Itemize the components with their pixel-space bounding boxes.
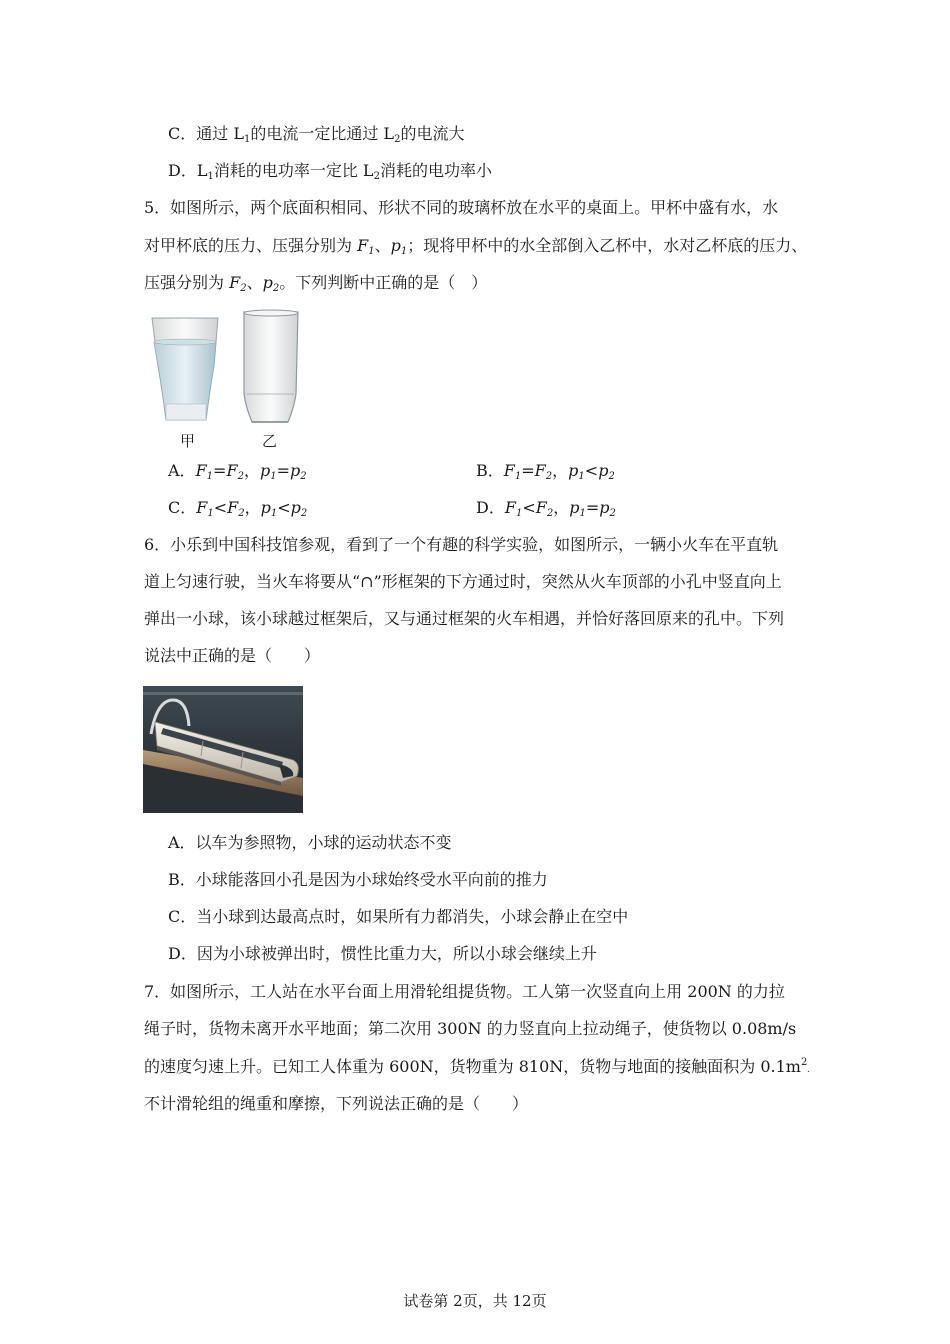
subscript: 2 [609, 508, 616, 519]
q4-option-d-mid: 消耗的电功率一定比 L [213, 161, 374, 180]
q6-option-a: A．以车为参照物，小球的运动状态不变 [168, 833, 452, 852]
var-p: p [568, 461, 579, 480]
q5-line2-b: ；现将甲杯中的水全部倒入乙杯中，水对乙杯底的压力、 [407, 236, 808, 255]
subscript: 1 [207, 171, 214, 182]
q6-stem-line1: 6．小乐到中国科技馆参观，看到了一个有趣的科学实验，如图所示，一辆小火车在平直轨 [144, 535, 779, 554]
cup-yi [244, 310, 298, 422]
subscript: 2 [545, 471, 553, 482]
q7-stem-line2: 绳子时，货物未离开水平地面；第二次用 300N 的力竖直向上拉动绳子，使货物以 0.08m/s [144, 1019, 797, 1038]
option-label: A． [168, 461, 196, 480]
var-F: F [357, 236, 369, 255]
subscript: 2 [240, 283, 247, 294]
q4-option-d-end: 消耗的电功率小 [379, 161, 492, 180]
separator: 、 [374, 236, 391, 255]
var-F: F [226, 461, 238, 480]
q5-line3-b: 。下列判断中正确的是（ ） [279, 273, 488, 292]
q7-line3-end: . [807, 1065, 810, 1074]
relation: = [585, 498, 600, 517]
separator: 、 [246, 273, 263, 292]
var-F: F [503, 461, 515, 480]
relation: < [277, 498, 291, 517]
subscript: 1 [243, 134, 251, 145]
relation: < [584, 461, 599, 480]
q4-option-c-end: 的电流大 [400, 124, 465, 143]
q5-option-a: A．$F_1=F_2$，$p_1=p_2$ [168, 461, 307, 482]
var-F: F [196, 498, 208, 517]
q5-stem-line3 [144, 273, 487, 293]
subscript: 2 [394, 134, 401, 145]
option-label: B． [476, 461, 504, 480]
var-p: p [290, 498, 301, 517]
q5-option-b: B．$F_1=F_2$，$p_1<p_2$ [476, 461, 615, 482]
superscript: 2 [800, 1057, 808, 1068]
q4-option-c [168, 124, 464, 144]
q6-stem-line3: 弹出一小球，该小球越过框架后，又与通过框架的火车相遇，并恰好落回原来的孔中。下列 [144, 609, 785, 628]
var-p: p [260, 498, 271, 517]
relation: < [213, 498, 228, 517]
q4-option-c-text: C．通过 L [168, 124, 244, 143]
relation: = [213, 461, 227, 480]
subscript: 1 [515, 508, 523, 519]
subscript: 2 [300, 508, 308, 519]
q5-line3-a: 压强分别为 [144, 273, 230, 292]
subscript: 1 [368, 246, 375, 257]
q4-option-c-mid: 的电流一定比通过 L [250, 124, 395, 143]
subscript: 2 [546, 508, 554, 519]
var-p: p [259, 461, 271, 480]
var-p: p [289, 461, 301, 480]
subscript: 1 [514, 471, 522, 482]
q5-option-d: D．$F_1<F_2$，$p_1=p_2$ [476, 498, 616, 519]
q5-stem-line1: 5．如图所示，两个底面积相同、形状不同的玻璃杯放在水平的桌面上。甲杯中盛有水，水 [144, 198, 779, 217]
subscript: 2 [272, 283, 280, 294]
q7-stem-line3 [144, 1057, 810, 1080]
subscript: 2 [238, 508, 245, 519]
relation: = [276, 461, 290, 480]
subscript: 1 [270, 508, 278, 519]
relation: = [521, 461, 535, 480]
q5-stem-line2 [144, 236, 807, 256]
option-label: D． [476, 498, 505, 517]
var-p: p [599, 498, 610, 517]
q7-stem-line1: 7．如图所示，工人站在水平台面上用滑轮组提货物。工人第一次竖直向上用 200N 的力拉 [144, 982, 785, 1001]
q4-option-d [168, 161, 492, 181]
q5-line2-a: 对甲杯底的压力、压强分别为 [144, 236, 358, 255]
caption-yi: 乙 [262, 432, 278, 450]
subscript: 1 [579, 508, 586, 519]
subscript: 1 [206, 471, 214, 482]
q6-stem-line2: 道上匀速行驶，当火车将要从“∩”形框架的下方通过时，突然从火车顶部的小孔中竖直向上 [144, 572, 782, 591]
cup-jia [152, 318, 218, 420]
page-footer: 试卷第 2页，共 12页 [403, 1292, 547, 1310]
var-p: p [569, 498, 580, 517]
glass-cups-figure [148, 308, 308, 433]
var-F: F [535, 498, 547, 517]
subscript: 2 [373, 171, 380, 182]
q7-stem-line4: 不计滑轮组的绳重和摩擦，下列说法正确的是（ ） [144, 1094, 529, 1113]
caption-jia: 甲 [180, 432, 196, 450]
var-F: F [195, 461, 207, 480]
var-F: F [227, 498, 239, 517]
q6-option-b: B．小球能落回小孔是因为小球始终受水平向前的推力 [168, 870, 548, 889]
subscript: 2 [300, 471, 307, 482]
var-F: F [534, 461, 546, 480]
q4-option-d-text: D．L [168, 161, 208, 180]
train-photo [143, 686, 303, 813]
subscript: 2 [608, 471, 615, 482]
var-F: F [504, 498, 516, 517]
q6-option-d: D．因为小球被弹出时，惯性比重力大，所以小球会继续上升 [168, 944, 597, 963]
subscript: 1 [207, 508, 214, 519]
var-p: p [390, 236, 401, 255]
var-F: F [229, 273, 241, 292]
option-label: C． [168, 498, 197, 517]
subscript: 2 [237, 471, 244, 482]
var-p: p [598, 461, 609, 480]
q6-stem-line4: 说法中正确的是（ ） [144, 646, 321, 665]
q6-option-c: C．当小球到达最高点时，如果所有力都消失，小球会静止在空中 [168, 907, 629, 926]
q7-line3-text: 的速度匀速上升。已知工人体重为 600N，货物重为 810N，货物与地面的接触面积为 0.1m [144, 1057, 801, 1076]
subscript: 1 [400, 246, 408, 257]
subscript: 1 [270, 471, 277, 482]
q5-option-c: C．$F_1<F_2$，$p_1<p_2$ [168, 498, 308, 519]
subscript: 1 [578, 471, 585, 482]
relation: < [522, 498, 536, 517]
var-p: p [262, 273, 273, 292]
